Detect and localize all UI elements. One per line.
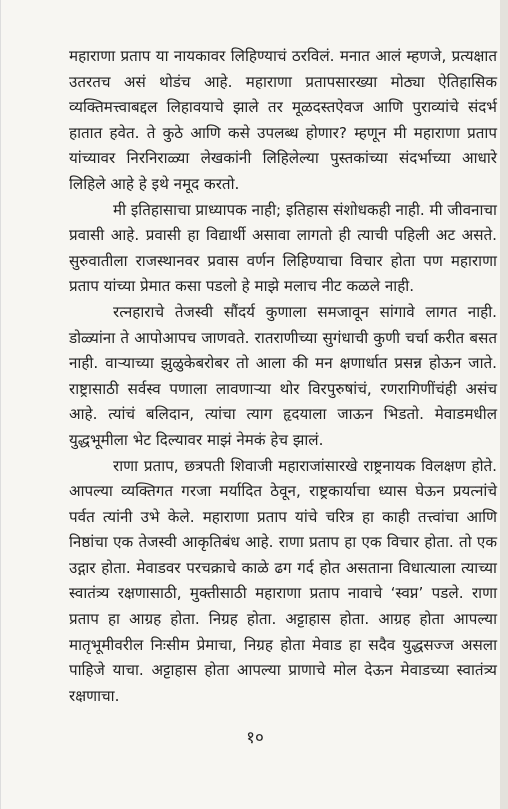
page-gutter-shadow — [500, 0, 508, 809]
body-text — [69, 44, 497, 709]
paragraph-1: महाराणा प्रताप या नायकावर लिहिण्याचं ठरविलं. मनात आलं म्हणजे, प्रत्यक्षात उतरतच असं थोडंच आहे. महाराणा प्रतापसारख्या मोठ्या ऐतिहासिक व्यक्तिमत्त्वाबद्दल लिहावयाचे झाले तर मूळदस्तऐवज आणि पुराव्यांचे संदर्भ हातात हवेत. ते कुठे आणि कसे उपलब्ध होणार? म्हणून मी महाराणा प्रताप यांच्यावर निरनिराळ्या लेखकांनी लिहिलेल्या पुस्तकांच्या संदर्भाच्या आधारे लिहिले आहे हे इथे नमूद करतो. — [69, 47, 497, 193]
page-number: १० — [246, 728, 264, 748]
paragraph-4: राणा प्रताप, छत्रपती शिवाजी महाराजांसारखे राष्ट्रनायक विलक्षण होते. आपल्या व्यक्तिगत गरजा मर्यादित ठेवून, राष्ट्रकार्याचा ध्यास घेऊन प्रयत्नांचे पर्वत त्यांनी उभे केले. महाराणा प्रताप यांचे चरित्र हा काही तत्त्वांचा आणि निष्ठांचा एक तेजस्वी आकृतिबंध आहे. राणा प्रताप हा एक विचार होता. तो एक उद्गार होता. मेवाडवर परचक्राचे काळे ढग गर्द होत असताना विधात्याला त्याच्या स्वातंत्र्य रक्षणासाठी, मुक्तीसाठी महाराणा प्रताप नावाचे ‘स्वप्न’ पडले. राणा प्रताप हा आग्रह होता. निग्रह होता. अट्टाहास होता. आग्रह होता आपल्या मातृभूमीवरील निःसीम प्रेमाचा, निग्रह होता मेवाड हा सदैव युद्धसज्ज असला पाहिजे याचा. अट्टाहास होता आपल्या प्राणाचे मोल देऊन मेवाडच्या स्वातंत्र्य रक्षणाचा. — [69, 456, 497, 705]
paragraph-3: रत्नहाराचे तेजस्वी सौंदर्य कुणाला समजावून सांगावे लागत नाही. डोळ्यांना ते आपोआपच जाणवते. रातराणीच्या सुगंधाची कुणी चर्चा करीत बसत नाही. वाऱ्याच्या झुळुकेबरोबर तो आला की मन क्षणार्धात प्रसन्न होऊन जाते. राष्ट्रासाठी सर्वस्व पणाला लावणाऱ्या थोर विरपुरुषांचं, रणरागिणींचंही असंच आहे. त्यांचं बलिदान, त्यांचा त्याग हृदयाला जाऊन भिडतो. मेवाडमधील युद्धभूमीला भेट दिल्यावर माझं नेमकं हेच झालं. — [69, 302, 497, 449]
paragraph-2: मी इतिहासाचा प्राध्यापक नाही; इतिहास संशोधकही नाही. मी जीवनाचा प्रवासी आहे. प्रवासी हा विद्यार्थी असावा लागतो ही त्याची पहिली अट असते. सुरुवातीला राजस्थानवर प्रवास वर्णन लिहिण्याचा विचार होता पण महाराणा प्रताप यांच्या प्रेमात कसा पडलो हे माझे मलाच नीट कळले नाही. — [69, 200, 497, 296]
